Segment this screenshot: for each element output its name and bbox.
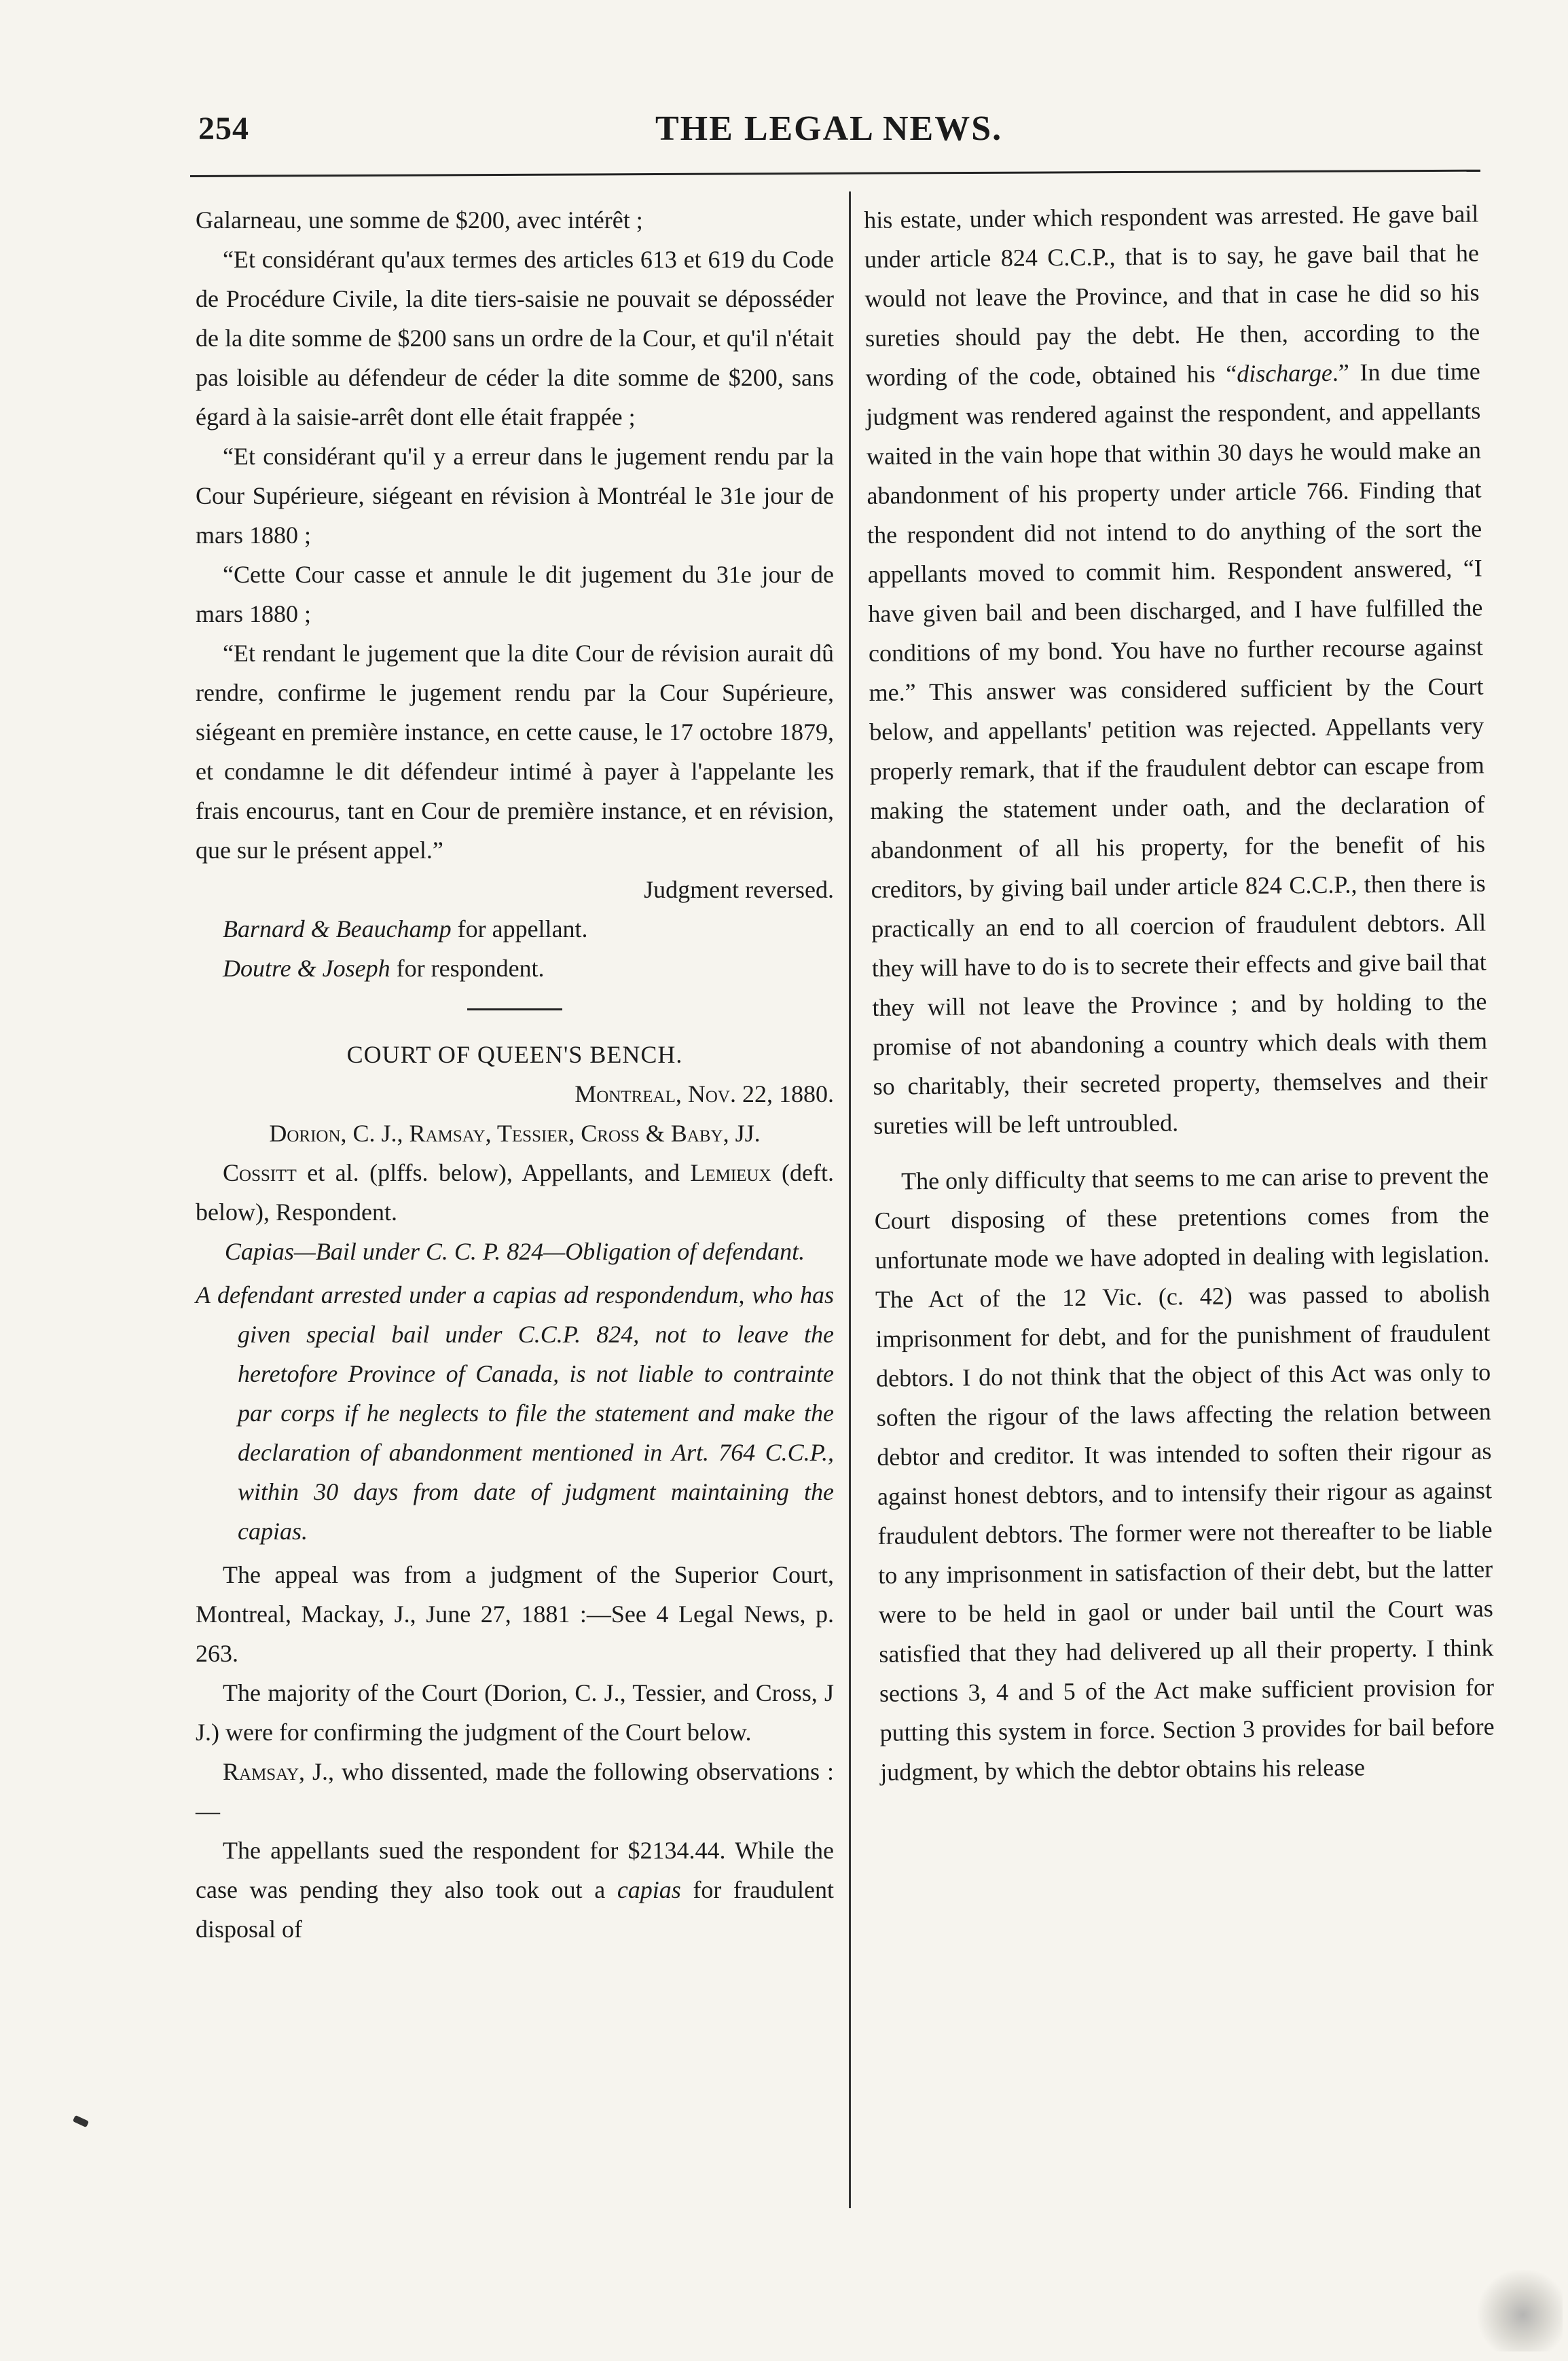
page-number: 254	[198, 111, 249, 147]
paragraph-casse-annule: “Cette Cour casse et annule le dit jugement du 31e jour de mars 1880 ;	[196, 561, 834, 627]
paragraph-considerant-erreur: “Et considérant qu'il y a erreur dans le jugement rendu par la Cour Supérieure, siégeant en révision à Montréal le 31e jour de mars 1880 ;	[196, 443, 834, 549]
column-divider	[849, 191, 851, 2208]
left-column	[196, 200, 834, 1949]
opinion-paragraph-legislation: The only difficulty that seems to me can arise to prevent the Court disposing of these pretentions comes from the unfortunate mode we have adopted in dealing with legislation. The Act of the 12 Vic. (c. 42) was passed to abolish imprisonment for debt, and for the punishment of fraudulent debtors. I do not think that the object of this Act was only to soften the rigour of the laws affecting the relation between debtor and creditor. It was intended to soften their rigour as against honest debtors, and to intensify their rigour as against fraudulent debtors. The former were not thereafter to be liable to any imprisonment in satisfaction of their debt, but the latter were to be held in gaol or under bail until the Court was satisfied that they had delivered up all their property. I think sections 3, 4 and 5 of the Act make sufficient provision for putting this system in force. Section 3 provides for bail before judgment, by which the debtor obtains his release	[874, 1161, 1495, 1786]
judgment-result: Judgment reversed.	[644, 876, 834, 903]
paper-stain	[1474, 2270, 1563, 2351]
opinion-paragraph-facts: his estate, under which respondent was arrested. He gave bail under article 824 C.C.P., that is to say, he gave bail that he would not leave the Province, and that in case he did so his sureties should pay the debt. He then, according to the wording of the code, obtained his “discharge.” In due time judgment was rendered against the respondent, and appellants waited in the vain hope that within 30 days he would make an abandonment of his property under article 766. Finding that the respondent did not intend to do anything of the sort the appellants moved to commit him. Respondent answered, “I have given bail and been discharged, and I have fulfilled the conditions of my bond. You have no further recourse against me.” This answer was considered sufficient by the Court below, and appellants' petition was rejected. Appellants very properly remark, that if the fraudulent debtor can escape from making the statement under oath, and the declaration of abandonment of all his property, for the benefit of his creditors, by giving bail under article 824 C.C.P., then there is practically an end to all coercion of fraudulent debtors. All they will have to do is to secrete their effects and give bail that they will not leave the Province ; and by holding to the promise of not abandoning a country which deals with them so charitably, their secreted property, themselves and their sureties will be left untroubled.	[864, 200, 1488, 1139]
counsel-respondent: Doutre & Joseph for respondent.	[223, 955, 545, 982]
ink-speck	[73, 2115, 89, 2127]
right-column	[864, 194, 1495, 1792]
dissent-intro: Ramsay, J., who dissented, made the following observations :—	[196, 1758, 834, 1825]
section-divider	[467, 1008, 562, 1010]
majority-note: The majority of the Court (Dorion, C. J., Tessier, and Cross, J J.) were for confirming the judgment of the Court below.	[196, 1679, 834, 1746]
header-rule	[190, 170, 1480, 177]
court-heading: COURT OF QUEEN'S BENCH.	[346, 1041, 683, 1068]
syllabus: A defendant arrested under a capias ad respondendum, who has given special bail under C.C.P. 824, not to leave the heretofore Province of Canada, is not liable to contrainte par corps if he neglects to file the statement and make the declaration of abandonment mentioned in Art. 764 C.C.P., within 30 days from date of judgment maintaining the capias.	[196, 1281, 834, 1545]
paragraph-considerant-articles: “Et considérant qu'aux termes des articles 613 et 619 du Code de Procédure Civile, la dite tiers-saisie ne pouvait se déposséder de la dite somme de $200 sans un ordre de la Cour, et qu'il n'était pas loisible au défendeur de céder la dite somme de $200, sans égard à la saisie-arrêt dont elle était frappée ;	[196, 246, 834, 431]
headnote: Capias—Bail under C. C. P. 824—Obligation of defendant.	[224, 1238, 805, 1265]
paragraph-continuation: Galarneau, une somme de $200, avec intérêt ;	[196, 206, 643, 234]
paragraph-rendant-jugement: “Et rendant le jugement que la dite Cour de révision aurait dû rendre, confirme le jugement rendu par la Cour Supérieure, siégeant en première instance, en cette cause, le 17 octobre 1879, et condamne le dit défendeur intimé à payer à l'appelante les frais encourus, tant en Cour de première instance, et en révision, que sur le présent appel.”	[196, 640, 834, 864]
counsel-appellant: Barnard & Beauchamp for appellant.	[223, 915, 588, 942]
opinion-start: The appellants sued the respondent for $2134.44. While the case was pending they also took out a capias for fraudulent disposal of	[196, 1837, 834, 1943]
dateline: Montreal, Nov. 22, 1880.	[575, 1080, 834, 1108]
appeal-note: The appeal was from a judgment of the Superior Court, Montreal, Mackay, J., June 27, 1881 :—See 4 Legal News, p. 263.	[196, 1561, 834, 1667]
bench-judges: Dorion, C. J., Ramsay, Tessier, Cross & Baby, JJ.	[269, 1120, 761, 1147]
case-parties: Cossitt et al. (plffs. below), Appellants, and Lemieux (deft. below), Respondent.	[196, 1159, 834, 1226]
journal-title: THE LEGAL NEWS.	[655, 109, 1003, 148]
